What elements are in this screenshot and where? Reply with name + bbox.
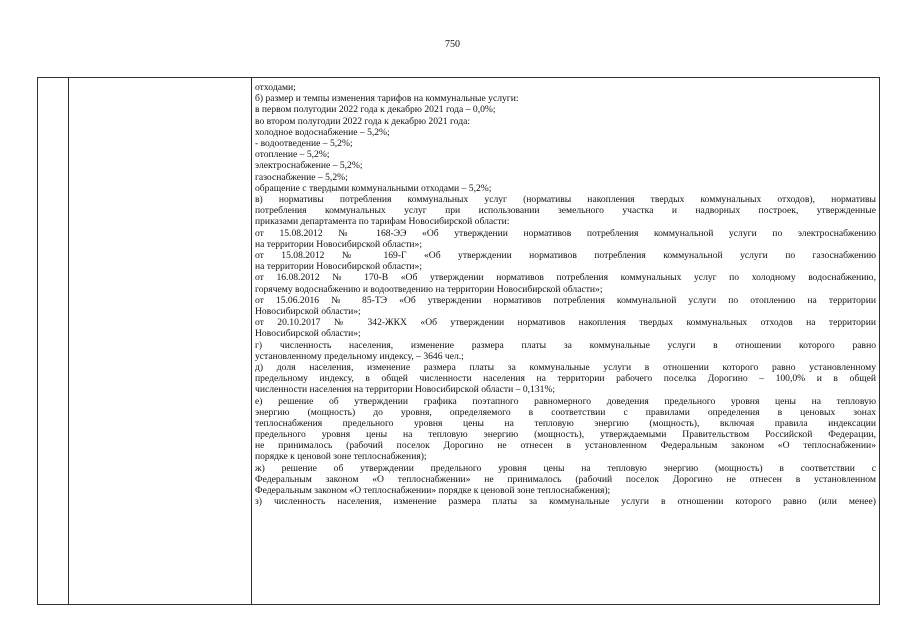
- text-line: холодное водоснабжение – 5,2%;: [255, 126, 390, 138]
- text-line: отходами;: [255, 82, 296, 93]
- text-line: предельному индексу, в общей численности населения на территории рабочего поселка Дорогино – 100,0% и в общей: [255, 373, 876, 385]
- text-line: потребления коммунальных услуг при использовании земельного участка и надворных построек, утвержденные: [255, 205, 876, 217]
- text-line: Новосибирской области»;: [255, 305, 361, 317]
- text-line: на территории Новосибирской области»;: [255, 261, 423, 273]
- text-line: от 15.08.2012 № 168-ЭЭ «Об утверждении нормативов потребления коммунальной услуги по электроснабжению: [255, 227, 876, 239]
- text-line: б) размер и темпы изменения тарифов на коммунальные услуги:: [255, 93, 519, 105]
- text-line: установленному предельному индексу, – 3646 чел.;: [255, 350, 464, 362]
- text-line: во втором полугодии 2022 года к декабрю 2021 года:: [255, 115, 471, 127]
- text-line: теплоснабжения предельного уровня цены на тепловую энергию (мощность), включая правила индексации: [255, 417, 876, 429]
- text-line: отопление – 5,2%;: [255, 149, 330, 161]
- text-line: Новосибирской области»;: [255, 328, 361, 340]
- text-line: Федеральным законом «О теплоснабжении» не принималось (рабочий поселок Дорогино не отнесен в установленном: [255, 473, 876, 485]
- text-line: от 15.06.2016 № 85-ТЭ «Об утверждении нормативов потребления коммунальной услуги по отоплению на территории: [255, 294, 876, 306]
- text-line: приказами департамента по тарифам Новосибирской области:: [255, 216, 510, 228]
- text-line: г) численность населения, изменение размера платы за коммунальные услуги в отношении которого равно: [255, 339, 876, 351]
- text-line: от 15.08.2012 № 169-Г «Об утверждении нормативов потребления коммунальной услуги по газоснабжению: [255, 250, 876, 261]
- text-line: горячему водоснабжению и водоотведению на территории Новосибирской области»;: [255, 283, 603, 295]
- page-number: 750: [445, 39, 460, 50]
- table-cell-text: [255, 82, 876, 507]
- text-line: обращение с твердыми коммунальными отходами – 5,2%;: [255, 182, 492, 194]
- text-line: численности населения на территории Новосибирской области – 0,131%;: [255, 384, 556, 396]
- text-line: Федеральным законом «О теплоснабжении» порядке к ценовой зоне теплоснабжения);: [255, 485, 611, 497]
- column-divider-2: [251, 78, 252, 604]
- text-line: в) нормативы потребления коммунальных услуг (нормативы накопления твердых коммунальных отходов), нормативы: [255, 194, 876, 206]
- text-line: электроснабжение – 5,2%;: [255, 160, 363, 172]
- text-line: не принималось (рабочий поселок Дорогино не отнесен в установленном Федеральным законом «О теплоснабжении»: [255, 440, 876, 452]
- text-line: з) численность населения, изменение размера платы за коммунальные услуги в отношении которого равно (или менее): [255, 496, 876, 508]
- text-line: предельного уровня цены на тепловую энергию (мощность), утверждаемыми Правительством Российской Федерации,: [255, 429, 876, 441]
- column-divider-1: [68, 78, 69, 604]
- text-line: на территории Новосибирской области»;: [255, 238, 423, 250]
- text-line: д) доля населения, изменение размера платы за коммунальные услуги в отношении которого равно установленному: [255, 361, 876, 373]
- text-line: в первом полугодии 2022 года к декабрю 2021 года – 0,0%;: [255, 104, 496, 116]
- text-line: - водоотведение – 5,2%;: [255, 138, 353, 150]
- text-line: от 16.08.2012 № 170-В «Об утверждении нормативов потребления коммунальных услуг по холодному водоснабжению,: [255, 272, 876, 284]
- text-line: энергию (мощность) до уровня, определяемого в соответствии с правилами определения в ценовых зонах: [255, 406, 876, 418]
- text-line: порядке к ценовой зоне теплоснабжения);: [255, 451, 427, 463]
- text-line: от 20.10.2017 № 342-ЖКХ «Об утверждении нормативов накопления твердых коммунальных отходов на территории: [255, 317, 876, 329]
- text-line: ж) решение об утверждении предельного уровня цены на тепловую энергию (мощность) в соответствии с: [255, 462, 876, 474]
- text-line: е) решение об утверждении графика поэтапного равномерного доведения предельного уровня цены на тепловую: [255, 395, 876, 407]
- document-table: [37, 77, 880, 605]
- text-line: газоснабжение – 5,2%;: [255, 171, 348, 183]
